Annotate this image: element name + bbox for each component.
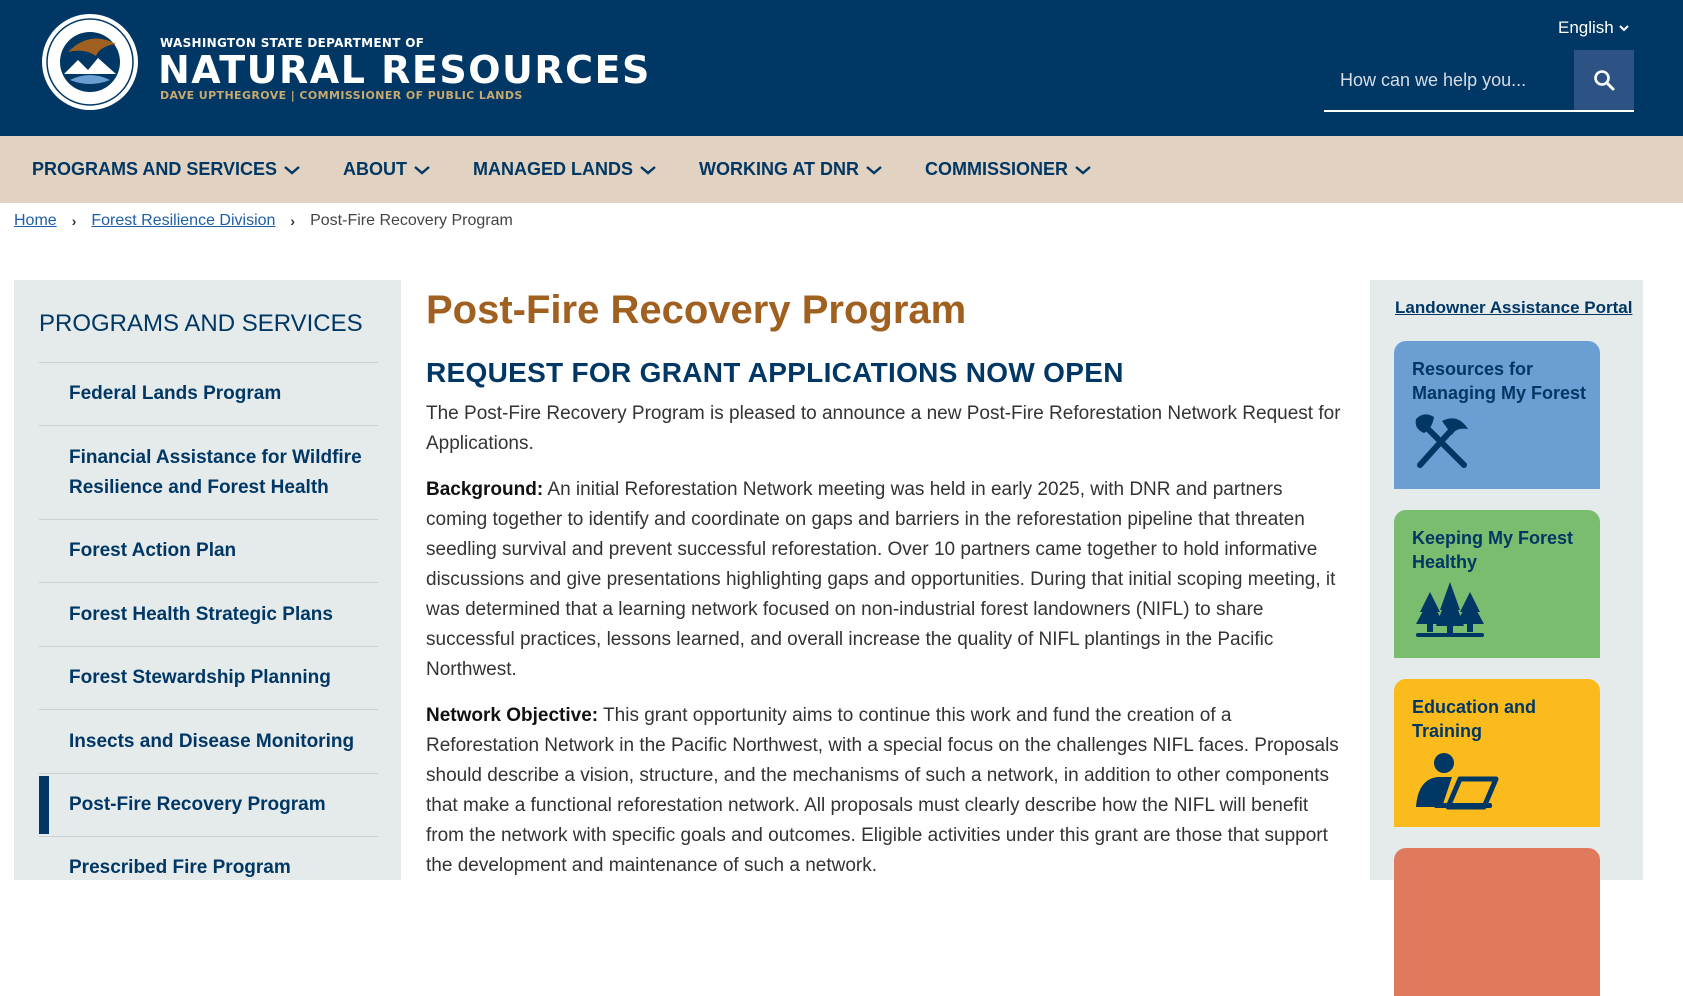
trees-icon bbox=[1412, 580, 1486, 640]
breadcrumb bbox=[14, 212, 513, 230]
sidebar-item-federal-lands[interactable] bbox=[39, 362, 378, 425]
sidebar-item-financial-assistance[interactable] bbox=[39, 425, 378, 519]
card-additional-resource[interactable] bbox=[1394, 848, 1600, 996]
background-paragraph bbox=[426, 475, 1341, 685]
language-label: English bbox=[1558, 18, 1614, 37]
sidebar-item-label: Federal Lands Program bbox=[69, 383, 282, 404]
announcement-heading: REQUEST FOR GRANT APPLICATIONS NOW OPEN bbox=[426, 357, 1124, 388]
card-label: Education and Training bbox=[1412, 697, 1537, 741]
intro-paragraph: The Post-Fire Recovery Program is pleased to announce a new Post-Fire Reforestation Network Request for Applications. bbox=[426, 403, 1341, 454]
landowner-sidebar bbox=[1370, 280, 1643, 880]
search-button[interactable] bbox=[1574, 50, 1634, 110]
dnr-seal-logo[interactable] bbox=[40, 12, 140, 112]
background-label: Background: bbox=[426, 479, 544, 500]
search-icon bbox=[1592, 68, 1616, 92]
search-input[interactable] bbox=[1324, 50, 1574, 110]
brand-commissioner: DAVE UPTHEGROVE | COMMISSIONER OF PUBLIC LANDS bbox=[160, 89, 523, 102]
sidebar-item-prescribed-fire[interactable] bbox=[39, 836, 378, 899]
chevron-down-icon bbox=[413, 164, 431, 176]
nav-working-at-dnr[interactable] bbox=[699, 159, 883, 180]
site-header bbox=[0, 0, 1683, 136]
breadcrumb-home-link[interactable]: Home bbox=[14, 212, 57, 229]
card-label: Keeping My Forest Healthy bbox=[1412, 528, 1574, 572]
nav-programs-and-services[interactable] bbox=[32, 159, 301, 180]
background-text: An initial Reforestation Network meeting was held in early 2025, with DNR and partners coming together to identify and coordinate on gaps and barriers in the reforestation pipeline that threaten seedling survival and prevent successful reforestation. Over 10 partners came together to hold informative discussions and give presentations highlighting gaps and opportunities. During that initial scoping meeting, it was determined that a learning network focused on non-industrial forest landowners (NIFL) to share successful practices, lessons learned, and overall increase the quality of NIFL plantings in the Pacific Northwest. bbox=[426, 479, 1336, 680]
nav-item-label: WORKING AT DNR bbox=[699, 159, 860, 179]
nav-commissioner[interactable] bbox=[925, 159, 1092, 180]
card-managing-forest[interactable] bbox=[1394, 341, 1600, 489]
sidebar-item-label: Prescribed Fire Program bbox=[69, 857, 291, 878]
page-title: Post-Fire Recovery Program bbox=[426, 288, 967, 332]
chevron-right-icon: › bbox=[71, 213, 77, 229]
card-forest-healthy[interactable] bbox=[1394, 510, 1600, 658]
nav-item-label: PROGRAMS AND SERVICES bbox=[32, 159, 278, 179]
nav-item-label: MANAGED LANDS bbox=[473, 159, 634, 179]
breadcrumb-current: Post-Fire Recovery Program bbox=[310, 212, 513, 229]
main-navigation bbox=[0, 136, 1683, 203]
sidebar-item-label: Forest Health Strategic Plans bbox=[69, 603, 333, 625]
brand-line-department: WASHINGTON STATE DEPARTMENT OF bbox=[160, 36, 425, 50]
landowner-portal-link[interactable]: Landowner Assistance Portal bbox=[1395, 298, 1633, 317]
nav-item-label: COMMISSIONER bbox=[925, 159, 1069, 179]
sidebar-item-forest-stewardship-planning[interactable] bbox=[39, 646, 378, 709]
card-education-training[interactable] bbox=[1394, 679, 1600, 827]
sidebar-item-forest-health-strategic-plans[interactable] bbox=[39, 582, 378, 646]
search-box bbox=[1324, 50, 1634, 112]
sidebar-item-label: Forest Stewardship Planning bbox=[69, 667, 331, 688]
chevron-down-icon bbox=[1074, 164, 1092, 176]
chevron-down-icon bbox=[283, 164, 301, 176]
objective-label: Network Objective: bbox=[426, 705, 599, 726]
main-content bbox=[426, 285, 1341, 881]
nav-managed-lands[interactable] bbox=[473, 159, 657, 180]
sidebar-item-forest-action-plan[interactable] bbox=[39, 519, 378, 582]
chevron-down-icon bbox=[639, 164, 657, 176]
sidebar-item-post-fire-recovery[interactable] bbox=[39, 773, 378, 836]
sidebar-item-label: Insects and Disease Monitoring bbox=[69, 730, 355, 752]
objective-paragraph bbox=[426, 701, 1341, 881]
section-sidebar bbox=[14, 280, 401, 880]
axe-shovel-icon bbox=[1412, 411, 1482, 471]
sidebar-title: PROGRAMS AND SERVICES bbox=[39, 310, 363, 337]
brand-name[interactable]: NATURAL RESOURCES bbox=[158, 48, 651, 92]
sidebar-item-label: Financial Assistance for Wildfire Resilience and Forest Health bbox=[69, 446, 362, 498]
sidebar-item-label: Post-Fire Recovery Program bbox=[69, 794, 326, 815]
sidebar-item-label: Forest Action Plan bbox=[69, 540, 237, 561]
chevron-down-icon bbox=[865, 164, 883, 176]
card-label: Resources for Managing My Forest bbox=[1412, 359, 1587, 403]
chevron-right-icon: › bbox=[290, 213, 296, 229]
objective-text: This grant opportunity aims to continue this work and fund the creation of a Reforestation Network in the Pacific Northwest, with a special focus on the challenges NIFL faces. Proposals should describe a vision, structure, and the mechanisms of such a network, in addition to other components that make a functional reforestation network. All proposals must clearly describe how the NIFL will benefit from the network with specific goals and outcomes. Eligible activities under this grant are those that support the development and maintenance of such a network. bbox=[426, 705, 1339, 876]
sidebar-item-insects-disease-monitoring[interactable] bbox=[39, 709, 378, 773]
language-selector[interactable] bbox=[1558, 18, 1630, 38]
laptop-learner-icon bbox=[1412, 751, 1498, 809]
chevron-down-icon bbox=[1618, 22, 1630, 34]
sidebar-list bbox=[39, 362, 378, 899]
breadcrumb-parent-link[interactable]: Forest Resilience Division bbox=[91, 212, 276, 229]
nav-about[interactable] bbox=[343, 159, 431, 180]
nav-item-label: ABOUT bbox=[343, 159, 408, 179]
